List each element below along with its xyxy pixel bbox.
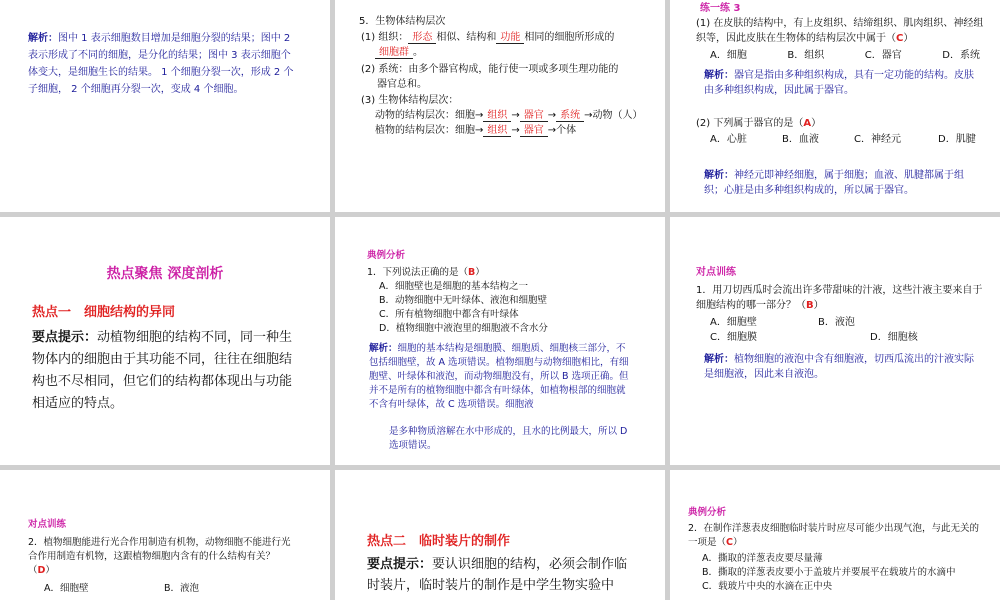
- slide-panel-7: [0, 470, 330, 600]
- option: A．细胞壁也是细胞的基本结构之一: [379, 281, 528, 292]
- blank-answer: 功能: [496, 32, 524, 44]
- hotspot-subtitle: 热点一 细胞结构的异同: [32, 305, 176, 320]
- key-point: 要点提示：动植物细胞的结构不同，同一种生物体内的细胞由于其功能不同，往往在细胞结构也不尽相同，但它们的结构都体现出与功能相适应的特点。: [32, 330, 293, 411]
- hierarchy-line: (3) 生物体结构层次：: [361, 95, 459, 106]
- analysis: 解析：植物细胞的液泡中含有细胞液，切西瓜流出的汁液实际是细胞液，因此来自液泡。: [704, 354, 974, 380]
- analysis-label: 解析：: [28, 33, 58, 44]
- option: C．神经元: [854, 134, 901, 145]
- option: B．组织: [787, 50, 825, 61]
- option: B．动物细胞中无叶绿体、液泡和细胞壁: [379, 295, 548, 306]
- option: C．载玻片中央的水滴在正中央: [702, 581, 833, 592]
- question: 1．用刀切西瓜时会流出许多带甜味的汁液，这些汁液主要来自于细胞结构的哪一部分？（B）: [696, 285, 983, 311]
- option: D．肌腱: [938, 134, 976, 145]
- answer: C: [896, 33, 904, 44]
- blank-answer: 器官: [520, 125, 548, 137]
- organization-line: (1) 组织： 形态 相似、结构和 功能 相同的细胞所形成的: [361, 32, 615, 43]
- blank-answer: 器官: [520, 110, 548, 122]
- slide-panel-8: [335, 470, 665, 600]
- section-title: 练一练 3: [700, 3, 741, 14]
- analysis: 解析：细胞的基本结构是细胞膜、细胞质、细胞核三部分，不包括细胞壁，故 A 选项错误。植物细胞与动物细胞相比，有细胞壁、叶绿体和液泡，而动物细胞没有，所以 B 选项正确。但并不是所有的植物细胞中都含有叶绿体，如植物根部的细胞就不含有叶绿体，故 C 选项错误。细胞液: [369, 343, 629, 410]
- blank-answer: 组织: [483, 110, 511, 122]
- organization-line-2: 细胞群 。: [375, 45, 423, 60]
- question: 2．在制作洋葱表皮细胞临时装片时应尽可能少出现气泡，与此无关的一项是（C）: [688, 523, 980, 548]
- option: A．撕取的洋葱表皮要尽量薄: [702, 553, 823, 564]
- key-point: 要点提示：要认识细胞的结构，必须会制作临时装片，临时装片的制作是中学生物实验中: [367, 557, 628, 593]
- answer: A: [803, 118, 812, 129]
- option: D．系统: [942, 50, 980, 61]
- question-2-options: [710, 132, 980, 147]
- options: [379, 280, 649, 336]
- option: A．细胞壁: [710, 317, 757, 328]
- option: C．所有植物细胞中都含有叶绿体: [379, 309, 519, 320]
- analysis-2: 解析：神经元即神经细胞，属于细胞；血液、肌腱都属于组织；心脏是由多种组织构成的，所以属于器官。: [704, 170, 964, 196]
- option: B．液泡: [164, 583, 200, 594]
- analysis-1: 解析：器官是指由多种组织构成，具有一定功能的结构。皮肤由多种组织构成，因此属于器官。: [704, 70, 974, 96]
- blank-answer: 组织: [483, 125, 511, 137]
- blank-answer: 细胞群: [375, 47, 413, 59]
- slide-panel-3: [670, 0, 1000, 212]
- option: A．心脏: [710, 134, 747, 145]
- option: C．器官: [864, 50, 902, 61]
- section-title: 对点训练: [696, 267, 736, 278]
- option: B．液泡: [818, 317, 855, 328]
- analysis-paragraph: [28, 30, 300, 98]
- option: B．血液: [782, 134, 819, 145]
- system-line-2: 器官总和。: [377, 79, 427, 90]
- slide-panel-1: [0, 0, 330, 212]
- animal-hierarchy: 动物的结构层次：细胞→ 组织 → 器官 → 系统 →动物（人）: [375, 110, 643, 121]
- hotspot-title: 热点聚焦 深度剖析: [106, 266, 224, 282]
- options: [44, 582, 199, 596]
- answer: C: [726, 537, 733, 548]
- hotspot-subtitle: 热点二 临时装片的制作: [367, 534, 511, 549]
- blank-answer: 形态: [408, 32, 436, 44]
- section-heading: 5．生物体结构层次: [359, 16, 446, 27]
- slide-panel-6: [670, 217, 1000, 465]
- option: A．细胞壁: [44, 583, 89, 594]
- question-2: (2) 下列属于器官的是（A）: [696, 118, 822, 129]
- answer: D: [37, 565, 46, 576]
- slide-panel-2: [335, 0, 665, 212]
- option: B．撕取的洋葱表皮要小于盖玻片并要展平在载玻片的水滴中: [702, 567, 956, 578]
- answer: B: [468, 267, 476, 278]
- section-title: 典例分析: [367, 250, 406, 261]
- analysis-continued: 是多种物质溶解在水中形成的，且水的比例最大，所以 D 选项错误。: [389, 426, 628, 451]
- slide-panel-9: [670, 470, 1000, 600]
- blank-answer: 系统: [556, 110, 584, 122]
- option: A．细胞: [710, 50, 747, 61]
- question-1-options: [710, 48, 980, 63]
- options: [702, 552, 994, 594]
- question: 2．植物细胞能进行光合作用制造有机物，动物细胞不能进行光合作用制造有机物，这跟植物细胞内含有的什么结构有关？（D）: [28, 537, 291, 576]
- slide-panel-5: [335, 217, 665, 465]
- plant-hierarchy: 植物的结构层次：细胞→ 组织 → 器官 →个体: [375, 125, 577, 136]
- option: D．细胞核: [870, 332, 918, 343]
- option: C．细胞膜: [710, 332, 757, 343]
- options: [710, 315, 980, 345]
- system-line: (2) 系统：由多个器官构成，能行使一项或多项生理功能的: [361, 64, 619, 75]
- question-1: (1) 在皮肤的结构中，有上皮组织、结缔组织、肌肉组织、神经组织等，因此皮肤在生物体的结构层次中属于（C）: [696, 18, 984, 44]
- question: 1．下列说法正确的是（B）: [367, 267, 485, 278]
- analysis-text: 图中 1 表示细胞数目增加是细胞分裂的结果；图中 2 表示形成了不同的细胞，是分化的结果；图中 3 表示细胞个体变大，是细胞生长的结果。 1 个细胞分裂一次，形成 2 个子细胞， 2 个细胞再分裂一次，变成 4 个细胞。: [28, 33, 294, 95]
- section-title: 典例分析: [688, 507, 727, 518]
- slide-panel-4: [0, 217, 330, 465]
- answer: B: [806, 300, 814, 311]
- section-title: 对点训练: [28, 519, 67, 530]
- option: D．植物细胞中液泡里的细胞液不含水分: [379, 323, 548, 334]
